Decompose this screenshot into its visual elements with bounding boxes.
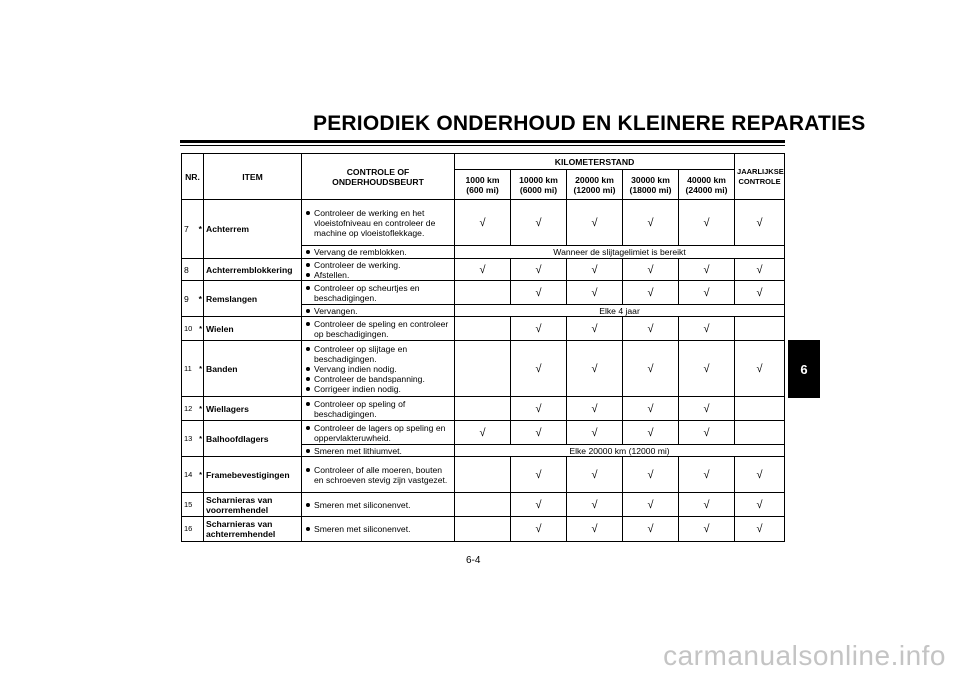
check-mark: √ — [735, 517, 785, 542]
check-mark: √ — [511, 317, 567, 341]
check-mark: √ — [511, 200, 567, 246]
row-nr: 13 * — [182, 421, 204, 457]
check-mark: √ — [679, 341, 735, 397]
table-row — [182, 200, 785, 246]
check-mark: √ — [455, 421, 511, 445]
check-mark: √ — [623, 397, 679, 421]
check-mark: √ — [679, 421, 735, 445]
row-action: Smeren met lithiumvet. — [302, 445, 455, 457]
check-cell-empty — [455, 341, 511, 397]
row-nr: 10 * — [182, 317, 204, 341]
table-row — [182, 457, 785, 493]
row-nr: 7 * — [182, 200, 204, 259]
header-km-20000: 20000 km (12000 mi) — [567, 170, 623, 200]
table-row — [182, 397, 785, 421]
check-mark: √ — [567, 259, 623, 281]
check-mark: √ — [679, 259, 735, 281]
header-check: CONTROLE OF ONDERHOUDSBEURT — [302, 154, 455, 200]
row-action: Controleer of alle moeren, bouten en schroeven stevig zijn vastgezet. — [302, 457, 455, 493]
check-mark: √ — [567, 200, 623, 246]
check-mark: √ — [511, 397, 567, 421]
check-cell-empty — [735, 421, 785, 445]
row-item: Scharnieras van achterremhendel — [204, 517, 302, 542]
check-mark: √ — [623, 200, 679, 246]
row-nr: 14 * — [182, 457, 204, 493]
row-item: Banden — [204, 341, 302, 397]
check-mark: √ — [679, 457, 735, 493]
row-item: Achterremblokkering — [204, 259, 302, 281]
header-km-10000: 10000 km (6000 mi) — [511, 170, 567, 200]
check-mark: √ — [455, 259, 511, 281]
check-mark: √ — [623, 457, 679, 493]
header-annual: JAARLIJKSE CONTROLE — [735, 154, 785, 200]
check-cell-empty — [735, 397, 785, 421]
check-mark: √ — [567, 493, 623, 517]
section-tab[interactable]: 6 — [788, 340, 820, 398]
check-cell-empty — [735, 317, 785, 341]
check-cell-empty — [455, 281, 511, 305]
row-action: Vervang de remblokken. — [302, 246, 455, 259]
row-nr: 9 * — [182, 281, 204, 317]
row-nr: 16 — [182, 517, 204, 542]
check-cell-empty — [455, 317, 511, 341]
row-item: Wiellagers — [204, 397, 302, 421]
check-mark: √ — [623, 493, 679, 517]
row-action: Controleer de werking. Afstellen. — [302, 259, 455, 281]
row-item: Wielen — [204, 317, 302, 341]
row-action: Controleer op slijtage en beschadigingen. Vervang indien nodig. Controleer de bandspanning. Corrigeer indien nodig. — [302, 341, 455, 397]
row-action: Controleer op scheurtjes en beschadigingen. — [302, 281, 455, 305]
check-mark: √ — [735, 493, 785, 517]
check-mark: √ — [567, 281, 623, 305]
table-row — [182, 493, 785, 517]
check-mark: √ — [511, 493, 567, 517]
check-mark: √ — [679, 493, 735, 517]
table-row — [182, 341, 785, 397]
row-action: Controleer de werking en het vloeistofniveau en controleer de machine op vloeistoflekkage. — [302, 200, 455, 246]
check-mark: √ — [623, 421, 679, 445]
interval-note: Wanneer de slijtagelimiet is bereikt — [455, 246, 785, 259]
row-nr: 8 — [182, 259, 204, 281]
check-mark: √ — [511, 517, 567, 542]
check-cell-empty — [455, 517, 511, 542]
header-km-30000: 30000 km (18000 mi) — [623, 170, 679, 200]
header-nr: NR. — [182, 154, 204, 200]
check-mark: √ — [455, 200, 511, 246]
check-mark: √ — [623, 281, 679, 305]
check-mark: √ — [511, 341, 567, 397]
table-row — [182, 281, 785, 305]
maintenance-table — [181, 153, 785, 542]
row-item: Scharnieras van voorremhendel — [204, 493, 302, 517]
header-km-group: KILOMETERSTAND — [455, 154, 735, 170]
row-item: Balhoofdlagers — [204, 421, 302, 457]
check-mark: √ — [567, 317, 623, 341]
title-rule-thin — [180, 145, 785, 146]
check-cell-empty — [455, 493, 511, 517]
check-mark: √ — [511, 457, 567, 493]
table-row — [182, 317, 785, 341]
check-mark: √ — [679, 317, 735, 341]
check-mark: √ — [735, 341, 785, 397]
check-mark: √ — [567, 517, 623, 542]
row-item: Framebevestigingen — [204, 457, 302, 493]
table-row — [182, 259, 785, 281]
check-mark: √ — [567, 457, 623, 493]
header-km-40000: 40000 km (24000 mi) — [679, 170, 735, 200]
check-mark: √ — [679, 517, 735, 542]
row-action: Smeren met siliconenvet. — [302, 517, 455, 542]
table-row — [182, 421, 785, 445]
watermark: carmanualsonline.info — [663, 640, 946, 671]
check-mark: √ — [623, 259, 679, 281]
check-mark: √ — [511, 281, 567, 305]
page-number: 6-4 — [466, 555, 481, 566]
check-mark: √ — [567, 421, 623, 445]
check-mark: √ — [679, 281, 735, 305]
row-action: Controleer op speling of beschadigingen. — [302, 397, 455, 421]
row-item: Remslangen — [204, 281, 302, 317]
table-row — [182, 517, 785, 542]
check-mark: √ — [511, 421, 567, 445]
check-mark: √ — [623, 317, 679, 341]
check-cell-empty — [455, 457, 511, 493]
check-mark: √ — [623, 341, 679, 397]
interval-note: Elke 20000 km (12000 mi) — [455, 445, 785, 457]
row-action: Controleer de lagers op speling en oppervlakteruwheid. — [302, 421, 455, 445]
check-mark: √ — [735, 457, 785, 493]
check-mark: √ — [679, 397, 735, 421]
check-mark: √ — [679, 200, 735, 246]
row-nr: 12 * — [182, 397, 204, 421]
check-cell-empty — [455, 397, 511, 421]
row-action: Smeren met siliconenvet. — [302, 493, 455, 517]
check-mark: √ — [735, 259, 785, 281]
row-nr: 11 * — [182, 341, 204, 397]
title-rule-thick — [180, 140, 785, 143]
check-mark: √ — [567, 397, 623, 421]
row-action: Vervangen. — [302, 305, 455, 317]
check-mark: √ — [623, 517, 679, 542]
check-mark: √ — [511, 259, 567, 281]
row-nr: 15 — [182, 493, 204, 517]
page-title: PERIODIEK ONDERHOUD EN KLEINERE REPARATIES — [313, 112, 866, 135]
row-item: Achterrem — [204, 200, 302, 259]
header-item: ITEM — [204, 154, 302, 200]
check-mark: √ — [735, 200, 785, 246]
interval-note: Elke 4 jaar — [455, 305, 785, 317]
check-mark: √ — [735, 281, 785, 305]
row-action: Controleer de speling en controleer op beschadigingen. — [302, 317, 455, 341]
header-km-1000: 1000 km (600 mi) — [455, 170, 511, 200]
check-mark: √ — [567, 341, 623, 397]
